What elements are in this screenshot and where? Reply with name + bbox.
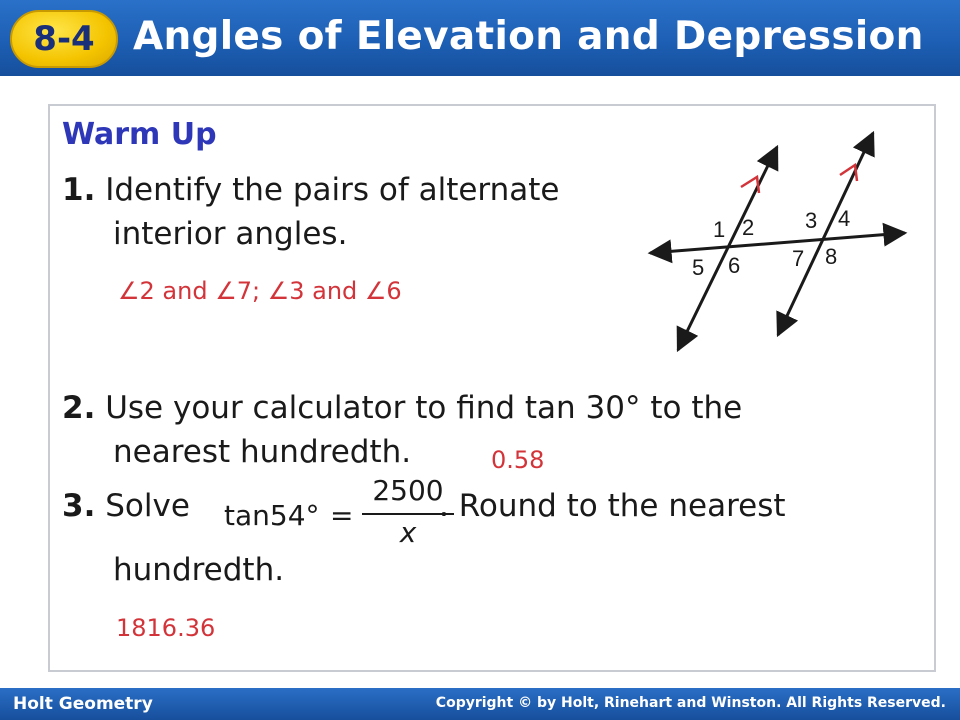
equation-numerator: 2500	[372, 474, 444, 507]
question-3-after: . Round to the nearest	[439, 488, 786, 524]
question-2-answer: 0.58	[491, 446, 545, 474]
angle-label-2: 2	[742, 215, 755, 240]
question-1-answer: ∠2 and ∠7; ∠3 and ∠6	[118, 277, 402, 305]
angle-label-5: 5	[692, 255, 705, 280]
question-2	[62, 386, 742, 430]
angle-label-4: 4	[838, 206, 851, 231]
parallel-lines-diagram	[645, 125, 910, 365]
question-1	[62, 168, 560, 212]
lesson-title: Angles of Elevation and Depression	[133, 14, 924, 59]
equation-equals: =	[330, 499, 354, 532]
question-3-line2: hundredth.	[113, 552, 285, 588]
question-3-answer: 1816.36	[116, 614, 216, 642]
angle-label-7: 7	[792, 246, 805, 271]
angle-label-1: 1	[713, 217, 726, 242]
question-1-number: 1.	[62, 172, 96, 208]
parallel-line-right	[778, 133, 873, 335]
footer-book-title: Holt Geometry	[13, 694, 153, 714]
question-2-line2: nearest hundredth.	[113, 434, 412, 470]
equation	[222, 474, 444, 549]
angle-label-6: 6	[728, 253, 741, 278]
title-bar	[0, 0, 960, 76]
footer-copyright: Copyright © by Holt, Rinehart and Winston. All Rights Reserved.	[435, 695, 946, 711]
question-2-number: 2.	[62, 390, 96, 426]
footer-bar	[0, 688, 960, 720]
equation-denominator: x	[399, 516, 417, 549]
angle-label-8: 8	[825, 244, 838, 269]
question-1-line2: interior angles.	[113, 216, 348, 252]
question-3	[62, 484, 190, 528]
question-3-number: 3.	[62, 488, 96, 524]
equation-left: tan54°	[224, 499, 320, 532]
question-2-line1: Use your calculator to find tan 30° to the	[105, 390, 743, 426]
angle-label-3: 3	[805, 208, 818, 233]
section-title: Warm Up	[62, 117, 217, 152]
question-1-line1: Identify the pairs of alternate	[105, 172, 560, 208]
lesson-number-badge: 8-4	[10, 10, 118, 68]
question-3-solve: Solve	[105, 488, 190, 524]
transversal-line	[650, 233, 905, 253]
